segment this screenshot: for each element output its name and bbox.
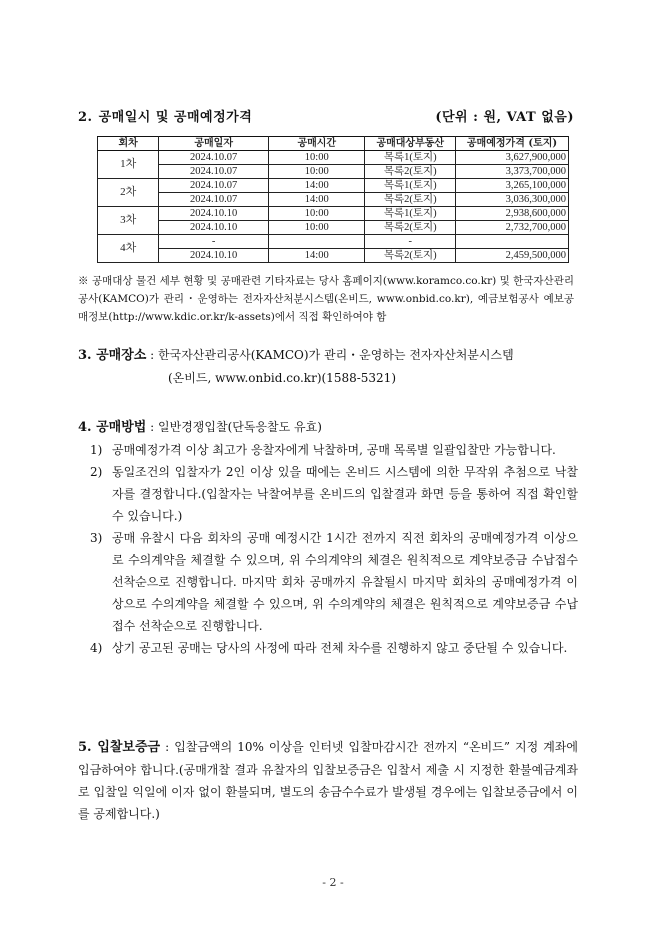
section-5-title: 5. 입찰보증금 xyxy=(78,740,161,755)
cell-price: 2,732,700,000 xyxy=(456,221,569,235)
table-row xyxy=(98,165,569,179)
table-row xyxy=(98,221,569,235)
cell-property: 목록2(토지) xyxy=(365,249,456,263)
cell-property: 목록2(토지) xyxy=(365,221,456,235)
table-row xyxy=(98,249,569,263)
list-item-text: 동일조건의 입찰자가 2인 이상 있을 때에는 온비드 시스템에 의한 무작위 추첨으로 낙찰자를 결정합니다.(입찰자는 낙찰여부를 온비드의 입찰결과 화면 등을 통하여 직접 확인할 수 있습니다.) xyxy=(112,465,578,523)
cell-round: 1차 xyxy=(98,151,159,179)
header-property: 공매대상부동산 xyxy=(365,137,456,151)
list-item-number: 2) xyxy=(90,465,103,479)
cell-date: 2024.10.10 xyxy=(159,249,269,263)
section-4 xyxy=(78,416,578,659)
cell-price: 3,373,700,000 xyxy=(456,165,569,179)
section-3-title: 3. 공매장소 xyxy=(78,348,147,363)
cell-property: 목록1(토지) xyxy=(365,179,456,193)
section-5-body xyxy=(78,736,578,825)
section-4-separator: : xyxy=(146,420,159,434)
cell-date: 2024.10.07 xyxy=(159,193,269,207)
section-4-intro: 일반경쟁입찰(단독응찰도 유효) xyxy=(158,420,322,434)
cell-date: 2024.10.07 xyxy=(159,151,269,165)
cell-price: 2,938,600,000 xyxy=(456,207,569,221)
unit-note: (단위 : 원, VAT 없음) xyxy=(435,110,574,125)
cell-time xyxy=(269,235,365,249)
cell-time: 10:00 xyxy=(269,151,365,165)
cell-property: - xyxy=(365,235,456,249)
section-4-heading xyxy=(78,416,578,439)
cell-time: 10:00 xyxy=(269,165,365,179)
section-3 xyxy=(78,344,578,389)
cell-price: 3,627,900,000 xyxy=(456,151,569,165)
table-row xyxy=(98,207,569,221)
section-5 xyxy=(78,736,578,825)
page-number: - 2 - xyxy=(322,876,344,889)
section-3-text-line1: 한국자산관리공사(KAMCO)가 관리・운영하는 전자자산처분시스템 xyxy=(158,348,514,362)
list-item-number: 1) xyxy=(90,443,103,457)
section-3-separator: : xyxy=(146,348,159,362)
cell-property: 목록2(토지) xyxy=(365,193,456,207)
cell-price: 3,036,300,000 xyxy=(456,193,569,207)
auction-schedule-table xyxy=(97,136,569,263)
cell-price: 3,265,100,000 xyxy=(456,179,569,193)
list-item-text: 공매예정가격 이상 최고가 응찰자에게 낙찰하며, 공매 목록별 일괄입찰만 가능합니다. xyxy=(112,443,556,457)
list-item xyxy=(78,439,578,461)
section-3-text-line2: (온비드, www.onbid.co.kr)(1588-5321) xyxy=(168,371,396,385)
cell-property: 목록2(토지) xyxy=(365,165,456,179)
footnote: ※ 공매대상 물건 세부 현황 및 공매관련 기타자료는 당사 홈페이지(www.koramco.co.kr) 및 한국자산관리공사(KAMCO)가 관리・운영하는 전자자산처분시스템(온비드, www.onbid.co.kr), 예금보험공사 예보공매정보(http://www.kdic.or.kr/k-assets)에서 직접 확인하여야 함 xyxy=(78,275,574,323)
header-date: 공매일자 xyxy=(159,137,269,151)
header-round: 회차 xyxy=(98,137,159,151)
cell-time: 14:00 xyxy=(269,179,365,193)
section-3-line1 xyxy=(78,344,578,367)
cell-property: 목록1(토지) xyxy=(365,207,456,221)
cell-time: 14:00 xyxy=(269,249,365,263)
cell-date: 2024.10.07 xyxy=(159,179,269,193)
table-body xyxy=(98,151,569,263)
section-2-title-wrap xyxy=(78,106,252,125)
list-item-number: 3) xyxy=(90,531,103,545)
cell-time: 14:00 xyxy=(269,193,365,207)
section-2-title: 공매일시 및 공매예정가격 xyxy=(98,110,253,125)
header-price: 공매예정가격 (토지) xyxy=(456,137,569,151)
table-header-row xyxy=(98,137,569,151)
cell-date: - xyxy=(159,235,269,249)
table-row xyxy=(98,235,569,249)
list-item xyxy=(78,527,578,637)
cell-round: 4차 xyxy=(98,235,159,263)
cell-date: 2024.10.10 xyxy=(159,207,269,221)
table-row xyxy=(98,179,569,193)
section-4-title: 4. 공매방법 xyxy=(78,420,147,435)
header-time: 공매시간 xyxy=(269,137,365,151)
cell-price: 2,459,500,000 xyxy=(456,249,569,263)
section-2-number: 2. xyxy=(78,110,93,125)
table-row xyxy=(98,151,569,165)
list-item xyxy=(78,637,578,659)
cell-price xyxy=(456,235,569,249)
section-5-text: 입찰금액의 10% 이상을 인터넷 입찰마감시간 전까지 “온비드” 지정 계좌에 입금하여야 합니다.(공매개찰 결과 유찰자의 입찰보증금은 입찰서 제출 시 지정한 환불예금계좌로 입찰일 익일에 이자 없이 환불되며, 별도의 송금수수료가 발생될 경우에는 입찰보증금에서 이를 공제합니다.) xyxy=(78,740,578,821)
section-5-separator: : xyxy=(160,740,175,754)
cell-time: 10:00 xyxy=(269,221,365,235)
cell-time: 10:00 xyxy=(269,207,365,221)
cell-date: 2024.10.07 xyxy=(159,165,269,179)
section-2-heading xyxy=(78,106,574,125)
cell-round: 3차 xyxy=(98,207,159,235)
list-item-number: 4) xyxy=(90,641,103,655)
list-item xyxy=(78,461,578,527)
list-item-text: 상기 공고된 공매는 당사의 사정에 따라 전체 차수를 진행하지 않고 중단될 수 있습니다. xyxy=(112,641,568,655)
cell-property: 목록1(토지) xyxy=(365,151,456,165)
list-item-text: 공매 유찰시 다음 회차의 공매 예정시간 1시간 전까지 직전 회차의 공매예정가격 이상으로 수의계약을 체결할 수 있으며, 위 수의계약의 체결은 원칙적으로 계약보증금 수납접수 선착순으로 진행합니다. 마지막 회차 공매까지 유찰될시 마지막 회차의 공매예정가격 이상으로 수의계약을 체결할 수 있으며, 위 수의계약의 체결은 원칙적으로 계약보증금 수납접수 선착순으로 진행합니다. xyxy=(112,531,578,633)
cell-round: 2차 xyxy=(98,179,159,207)
table-row xyxy=(98,193,569,207)
cell-date: 2024.10.10 xyxy=(159,221,269,235)
